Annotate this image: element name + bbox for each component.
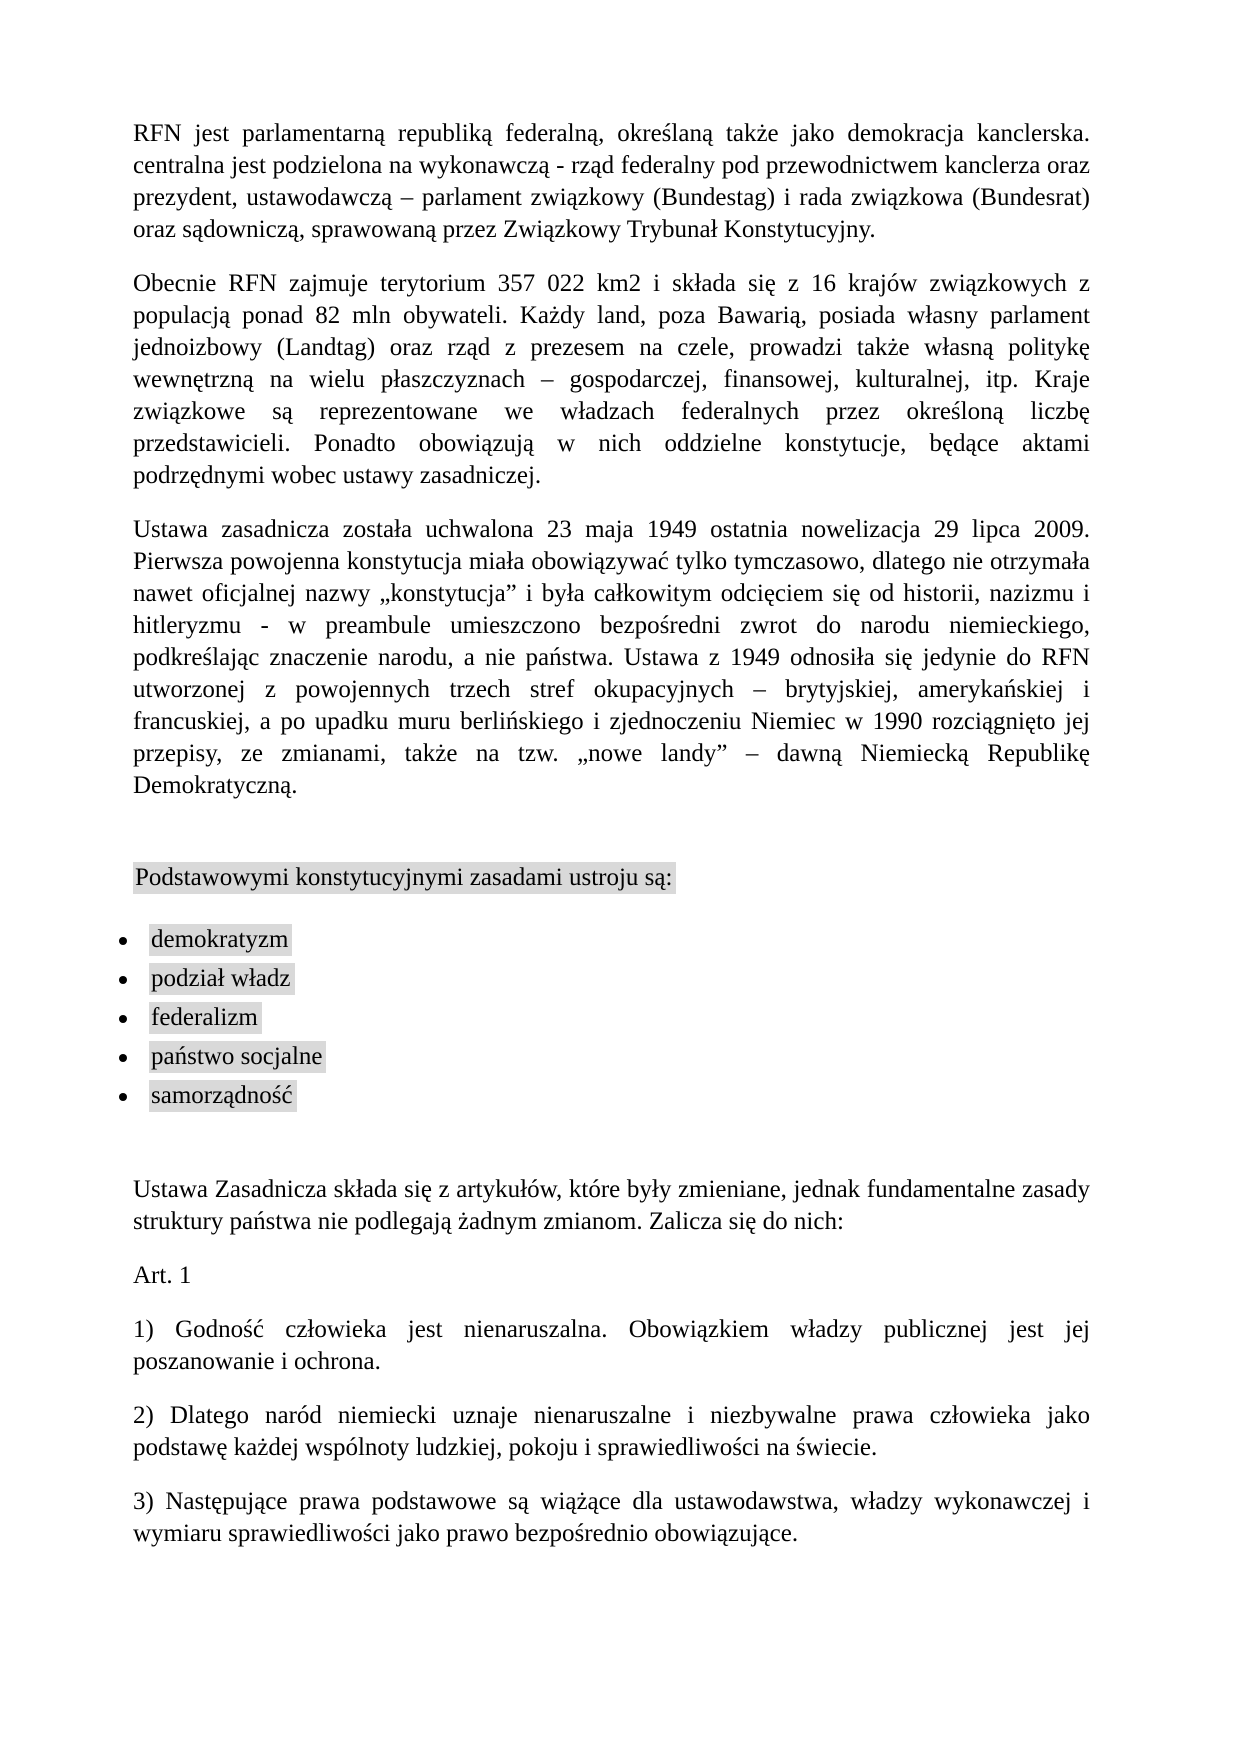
- bullet-icon: [119, 1054, 127, 1062]
- paragraph-government-system: RFN jest parlamentarną republiką federalną, określaną także jako demokracja kanclerska. centralna jest podzielona na wykonawczą - rząd federalny pod przewodnictwem kanclerza oraz prezydent, ustawodawczą – parlament związkowy (Bundestag) i rada związkowa (Bundesrat) oraz sądowniczą, sprawowaną przez Związkowy Trybunał Konstytucyjny.: [133, 120, 1090, 243]
- article-1-label: Art. 1: [133, 1262, 192, 1289]
- list-item-label: samorządność: [149, 1080, 297, 1112]
- list-item-samorzadnosc: [118, 1080, 1090, 1112]
- list-item-label: federalizm: [149, 1002, 262, 1034]
- paragraph-articles-intro: Ustawa Zasadnicza składa się z artykułów, które były zmieniane, jednak fundamentalne zasady struktury państwa nie podlegają żadnym zmianom. Zalicza się do nich:: [133, 1176, 1090, 1235]
- bullet-icon: [119, 976, 127, 984]
- list-item-demokratyzm: [118, 924, 1090, 956]
- principles-list: [133, 924, 1090, 1112]
- list-item-label: państwo socjalne: [149, 1041, 326, 1073]
- bullet-icon: [119, 1093, 127, 1101]
- list-item-federalizm: [118, 1002, 1090, 1034]
- article-1-point-2: 2) Dlatego naród niemiecki uznaje nienaruszalne i niezbywalne prawa człowieka jako podstawę każdej wspólnoty ludzkiej, pokoju i sprawiedliwości na świecie.: [133, 1402, 1090, 1461]
- paragraph-territory-laender: Obecnie RFN zajmuje terytorium 357 022 km2 i składa się z 16 krajów związkowych z populacją ponad 82 mln obywateli. Każdy land, poza Bawarią, posiada własny parlament jednoizbowy (Landtag) oraz rząd z prezesem na czele, prowadzi także własną politykę wewnętrzną na wielu płaszczyznach – gospodarczej, finansowej, kulturalnej, itp. Kraje związkowe są reprezentowane we władzach federalnych przez określoną liczbę przedstawicieli. Ponadto obowiązują w nich oddzielne konstytucje, będące aktami podrzędnymi wobec ustawy zasadniczej.: [133, 270, 1090, 489]
- article-1-point-3: 3) Następujące prawa podstawowe są wiążące dla ustawodawstwa, władzy wykonawczej i wymiaru sprawiedliwości jako prawo bezpośrednio obowiązujące.: [133, 1488, 1090, 1547]
- list-item-label: podział władz: [149, 963, 295, 995]
- bullet-icon: [119, 1015, 127, 1023]
- paragraph-basic-law-history: Ustawa zasadnicza została uchwalona 23 maja 1949 ostatnia nowelizacja 29 lipca 2009. Pierwsza powojenna konstytucja miała obowiązywać tylko tymczasowo, dlatego nie otrzymała nawet oficjalnej nazwy „konstytucja” i była całkowitym odcięciem się od historii, nazizmu i hitleryzmu - w preambule umieszczono bezpośredni zwrot do narodu niemieckiego, podkreślając znaczenie narodu, a nie państwa. Ustawa z 1949 odnosiła się jedynie do RFN utworzonej z powojennych trzech stref okupacyjnych – brytyjskiej, amerykańskiej i francuskiej, a po upadku muru berlińskiego i zjednoczeniu Niemiec w 1990 rozciągnięto jej przepisy, ze zmianami, także na tzw. „nowe landy” – dawną Niemiecką Republikę Demokratyczną.: [133, 516, 1090, 799]
- bullet-icon: [119, 937, 127, 945]
- article-1-point-1: 1) Godność człowieka jest nienaruszalna. Obowiązkiem władzy publicznej jest jej poszanowanie i ochrona.: [133, 1316, 1090, 1375]
- list-item-podzial-wladz: [118, 963, 1090, 995]
- principles-heading-text: Podstawowymi konstytucyjnymi zasadami ustroju są:: [133, 862, 676, 894]
- list-item-panstwo-socjalne: [118, 1041, 1090, 1073]
- principles-heading: [133, 862, 1090, 894]
- list-item-label: demokratyzm: [149, 924, 292, 956]
